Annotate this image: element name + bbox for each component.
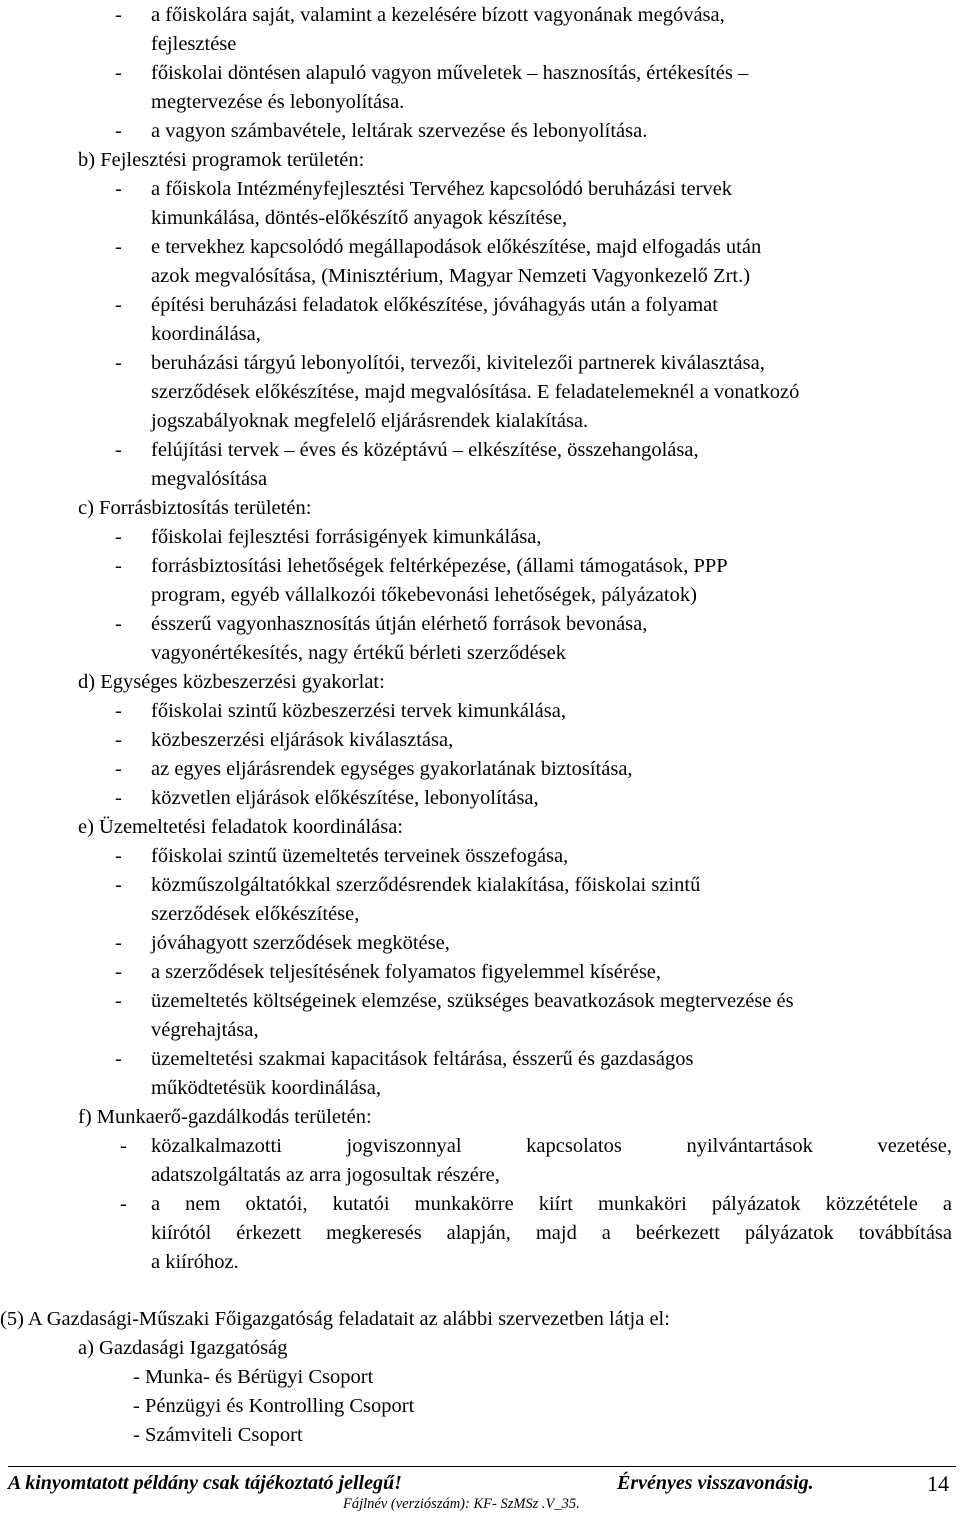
bullet-dash: - [120,1193,127,1215]
bullet-dash: - [115,555,122,577]
list-item-text: szerződések előkészítése, majd megvalósítása. E feladatelemeknél a vonatkozó [151,381,800,403]
bullet-dash: - [115,526,122,548]
list-item-text: beruházási tárgyú lebonyolítói, tervezői, kivitelezői partnerek kiválasztása, [151,352,765,374]
list-item-text: e tervekhez kapcsolódó megállapodások előkészítése, majd elfogadás után [151,236,762,258]
list-item-text: közalkalmazotti jogviszonnyal kapcsolatos nyilvántartások vezetése, [151,1135,952,1157]
list-item-text: főiskolai szintű közbeszerzési tervek kimunkálása, [151,700,566,722]
bullet-dash: - [120,1135,127,1157]
list-item-text: főiskolai fejlesztési forrásigények kimunkálása, [151,526,542,548]
bullet-dash: - [115,961,122,983]
section-heading: c) Forrásbiztosítás területén: [78,497,312,519]
list-item-text: közműszolgáltatókkal szerződésrendek kialakítása, főiskolai szintű [151,874,701,896]
bullet-dash: - [115,932,122,954]
list-item-text: fejlesztése [151,33,237,55]
list-item-text: program, egyéb vállalkozói tőkebevonási lehetőségek, pályázatok) [151,584,697,606]
section-heading: (5) A Gazdasági-Műszaki Főigazgatóság feladatait az alábbi szervezetben látja el: [0,1308,670,1330]
list-item-text: a szerződések teljesítésének folyamatos figyelemmel kísérése, [151,961,662,983]
bullet-dash: - [115,439,122,461]
sub-heading: a) Gazdasági Igazgatóság [78,1337,288,1359]
bullet-dash: - [115,990,122,1012]
footer-filename: Fájlnév (verziószám): KF- SzMSz .V_35. [343,1496,580,1512]
list-item-text: közvetlen eljárások előkészítése, lebonyolítása, [151,787,539,809]
list-item-text: megvalósítása [151,468,268,490]
list-item-text: a nem oktatói, kutatói munkakörre kiírt munkaköri pályázatok közzététele a [151,1193,952,1215]
list-item-text: kimunkálása, döntés-előkészítő anyagok készítése, [151,207,568,229]
org-unit-item: - Munka- és Bérügyi Csoport [133,1366,374,1388]
list-item-text: a főiskolára saját, valamint a kezelésére bízott vagyonának megóvása, [151,4,725,26]
bullet-dash: - [115,4,122,26]
section-heading: e) Üzemeltetési feladatok koordinálása: [78,816,404,838]
list-item-text: ésszerű vagyonhasznosítás útján elérhető források bevonása, [151,613,648,635]
list-item-text: jóváhagyott szerződések megkötése, [151,932,450,954]
section-heading: d) Egységes közbeszerzési gyakorlat: [78,671,385,693]
list-item-text: kiírótól érkezett megkeresés alapján, majd a beérkezett pályázatok továbbítása [151,1222,952,1244]
list-item-text: szerződések előkészítése, [151,903,360,925]
list-item-text: a kiíróhoz. [151,1251,239,1273]
list-item-text: vagyonértékesítés, nagy értékű bérleti szerződések [151,642,566,664]
bullet-dash: - [115,1048,122,1070]
page-number: 14 [927,1471,949,1496]
org-unit-item: - Számviteli Csoport [133,1424,303,1446]
footer-divider [8,1466,956,1467]
list-item-text: üzemeltetési szakmai kapacitások feltárása, ésszerű és gazdaságos [151,1048,694,1070]
list-item-text: végrehajtása, [151,1019,259,1041]
bullet-dash: - [115,874,122,896]
list-item-text: a főiskola Intézményfejlesztési Tervéhez kapcsolódó beruházási tervek [151,178,733,200]
bullet-dash: - [115,120,122,142]
list-item-text: megtervezése és lebonyolítása. [151,91,405,113]
bullet-dash: - [115,294,122,316]
bullet-dash: - [115,236,122,258]
bullet-dash: - [115,729,122,751]
bullet-dash: - [115,700,122,722]
bullet-dash: - [115,758,122,780]
page-footer [0,1466,960,1513]
list-item-text: adatszolgáltatás az arra jogosultak részére, [151,1164,500,1186]
bullet-dash: - [115,613,122,635]
list-item-text: főiskolai szintű üzemeltetés terveinek összefogása, [151,845,569,867]
section-heading: f) Munkaerő-gazdálkodás területén: [78,1106,372,1128]
section-heading: b) Fejlesztési programok területén: [78,149,365,171]
bullet-dash: - [115,845,122,867]
bullet-dash: - [115,352,122,374]
footer-notice: A kinyomtatott példány csak tájékoztató jellegű! [8,1472,402,1494]
list-item-text: koordinálása, [151,323,261,345]
list-item-text: azok megvalósítása, (Minisztérium, Magyar Nemzeti Vagyonkezelő Zrt.) [151,265,751,287]
list-item-text: forrásbiztosítási lehetőségek feltérképezése, (állami támogatások, PPP [151,555,728,577]
list-item-text: közbeszerzési eljárások kiválasztása, [151,729,454,751]
list-item-text: jogszabályoknak megfelelő eljárásrendek kialakítása. [151,410,589,432]
list-item-text: a vagyon számbavétele, leltárak szervezése és lebonyolítása. [151,120,648,142]
list-item-text: főiskolai döntésen alapuló vagyon műveletek – hasznosítás, értékesítés – [151,62,749,84]
list-item-text: az egyes eljárásrendek egységes gyakorlatának biztosítása, [151,758,633,780]
bullet-dash: - [115,178,122,200]
list-item-text: felújítási tervek – éves és középtávú – elkészítése, összehangolása, [151,439,699,461]
footer-validity: Érvényes visszavonásig. [617,1472,814,1494]
list-item-text: építési beruházási feladatok előkészítése, jóváhagyás után a folyamat [151,294,718,316]
bullet-dash: - [115,62,122,84]
list-item-text: üzemeltetés költségeinek elemzése, szükséges beavatkozások megtervezése és [151,990,794,1012]
org-unit-item: - Pénzügyi és Kontrolling Csoport [133,1395,415,1417]
bullet-dash: - [115,787,122,809]
list-item-text: működtetésük koordinálása, [151,1077,382,1099]
